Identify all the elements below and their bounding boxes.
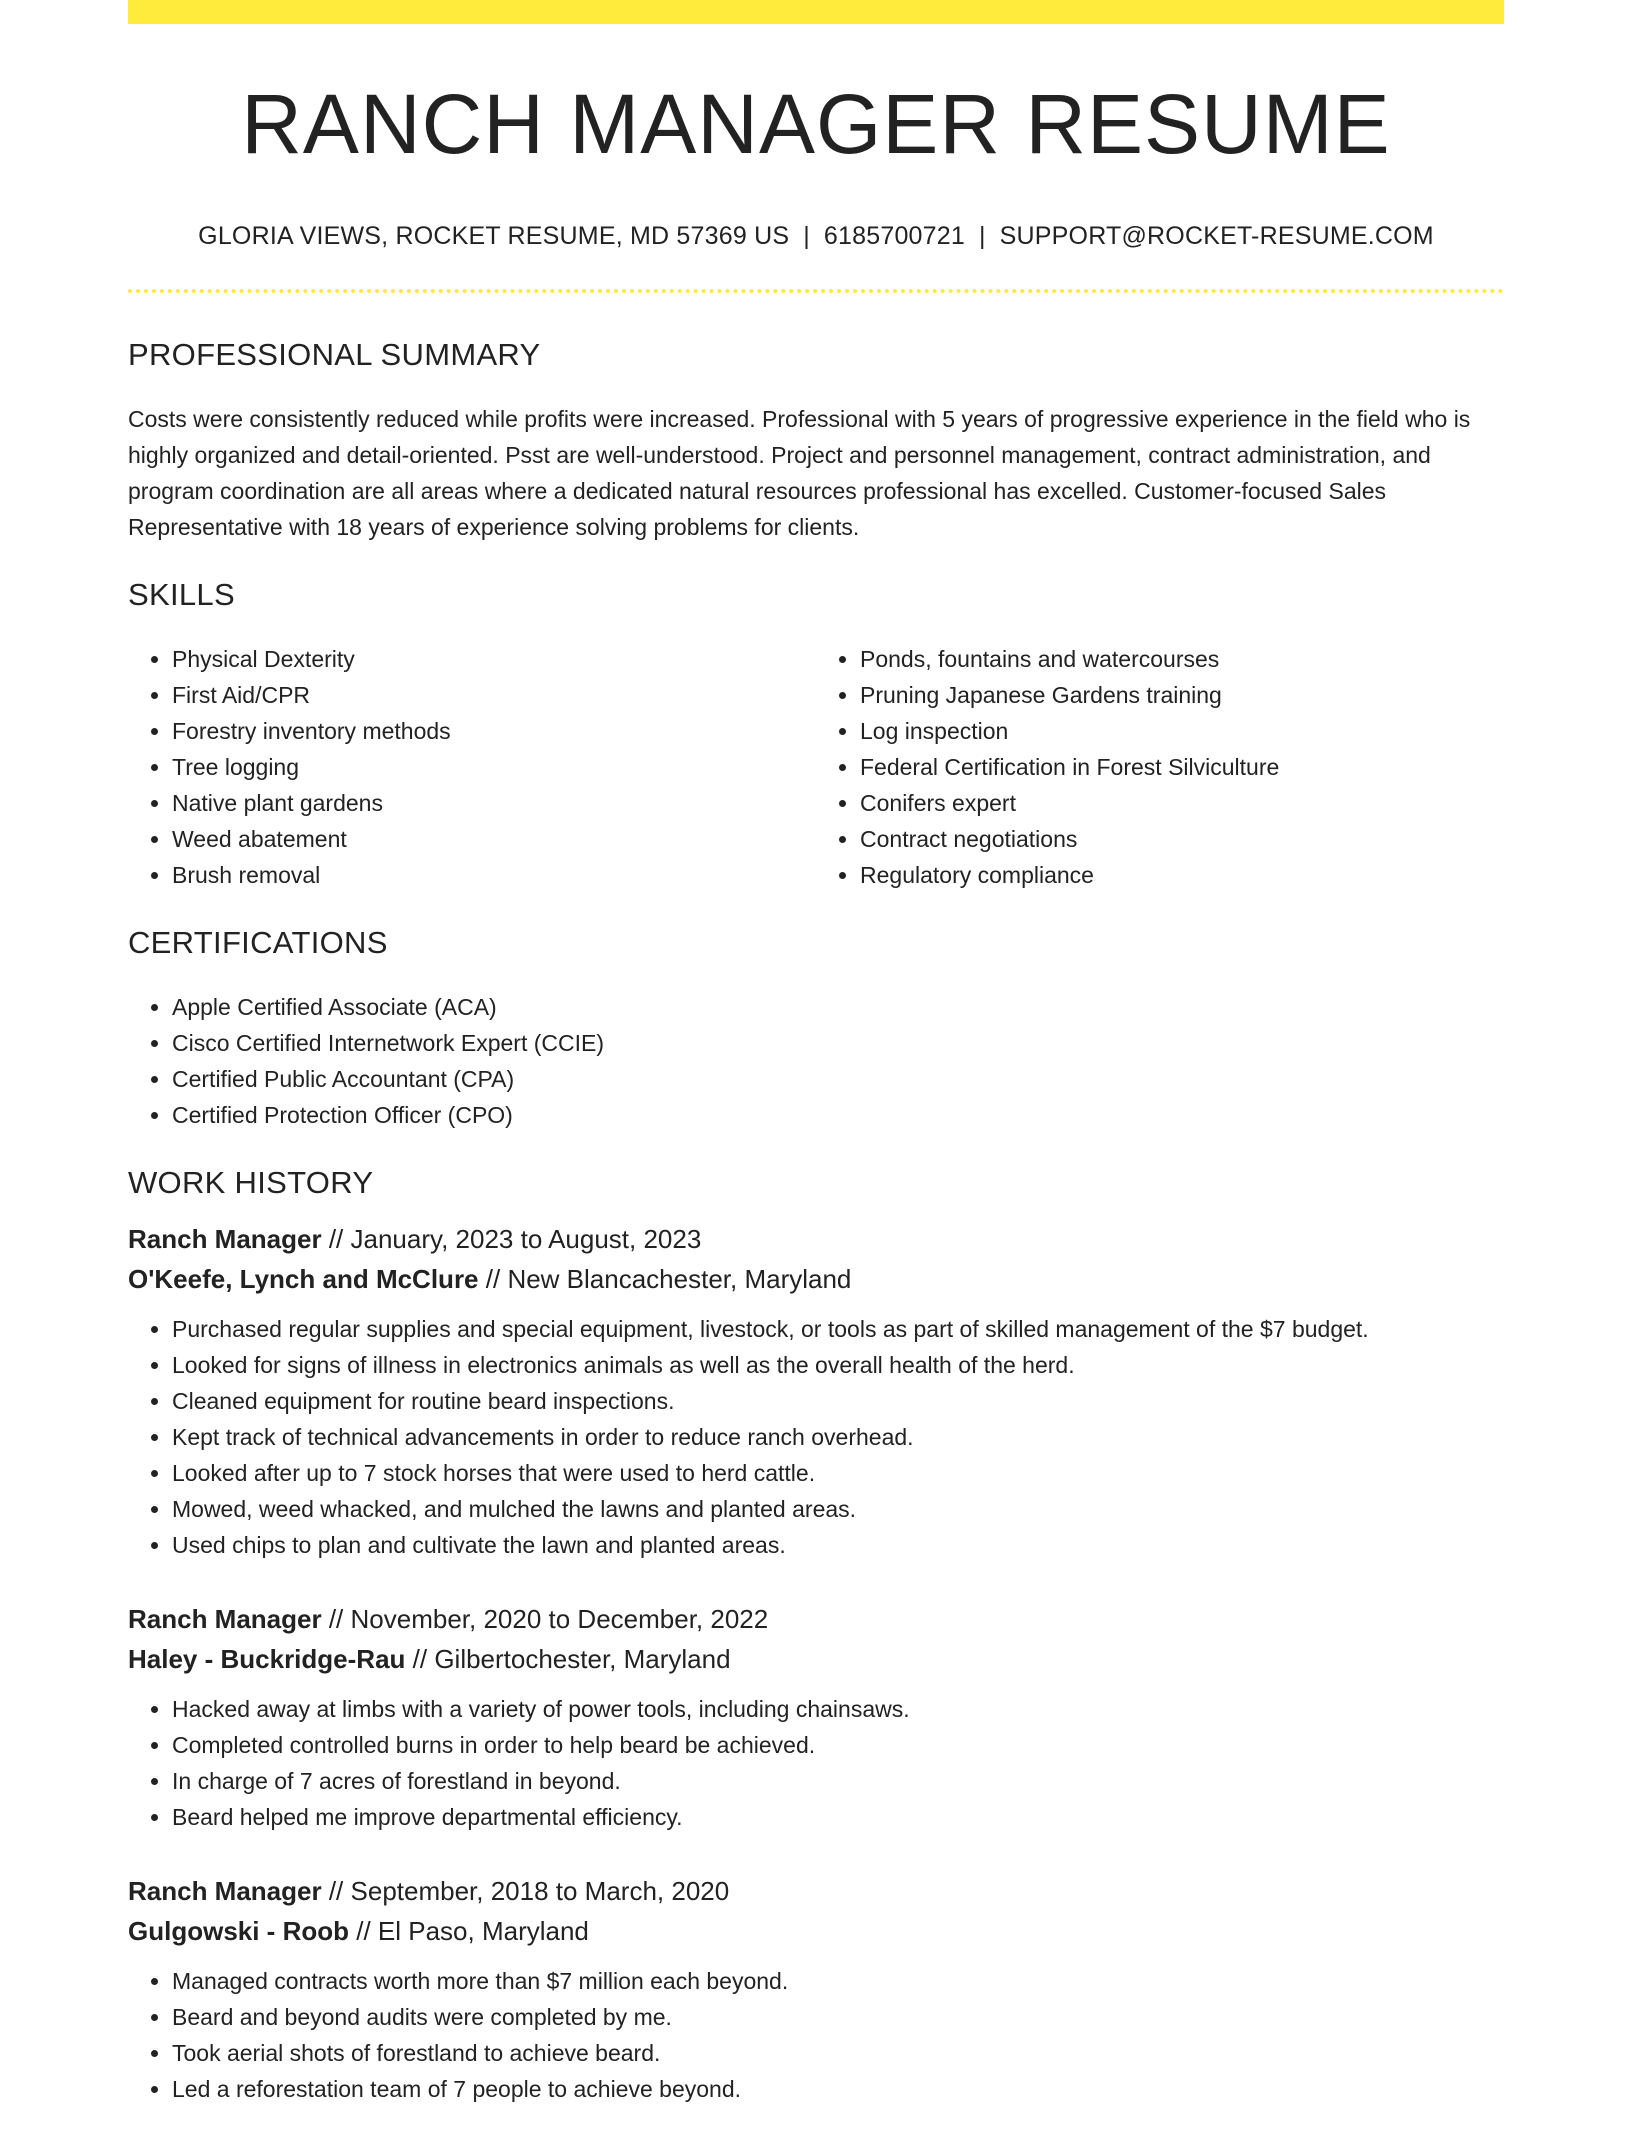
- certification-item: • Cisco Certified Internetwork Expert (CCIE): [172, 1025, 1504, 1061]
- skill-item: • Physical Dexterity: [172, 641, 816, 677]
- job-bullet: • Cleaned equipment for routine beard inspections.: [172, 1383, 1504, 1419]
- job-bullet: • Managed contracts worth more than $7 million each beyond.: [172, 1963, 1504, 1999]
- skill-item: • Federal Certification in Forest Silviculture: [860, 749, 1504, 785]
- skill-item: • Pruning Japanese Gardens training: [860, 677, 1504, 713]
- job-separator: //: [321, 1876, 351, 1907]
- job-company-line: [128, 1911, 1504, 1951]
- skills-list-left: [128, 641, 816, 893]
- contact-address: GLORIA VIEWS, ROCKET RESUME, MD 57369 US: [198, 222, 790, 251]
- job-title-line: [128, 1219, 1504, 1259]
- skill-item: • Tree logging: [172, 749, 816, 785]
- certifications-list: [128, 989, 1504, 1133]
- job-bullet: • In charge of 7 acres of forestland in beyond.: [172, 1763, 1504, 1799]
- job-dates: January, 2023 to August, 2023: [350, 1224, 702, 1255]
- job-bullets: [128, 1691, 1504, 1835]
- job-bullet: • Purchased regular supplies and special equipment, livestock, or tools as part of skilled management of the $7 budget.: [172, 1311, 1504, 1347]
- contact-separator: |: [803, 222, 810, 251]
- job-bullet: • Led a reforestation team of 7 people to achieve beyond.: [172, 2071, 1504, 2107]
- job-separator: //: [321, 1604, 351, 1635]
- job-bullet: • Took aerial shots of forestland to achieve beard.: [172, 2035, 1504, 2071]
- job-bullets: [128, 1963, 1504, 2107]
- skill-item: • Weed abatement: [172, 821, 816, 857]
- jobs-list: [128, 1219, 1504, 2107]
- job-separator: //: [321, 1224, 351, 1255]
- job-bullets: [128, 1311, 1504, 1563]
- summary-section: [128, 337, 1504, 545]
- job-title: Ranch Manager: [128, 1876, 322, 1907]
- job-title: Ranch Manager: [128, 1604, 322, 1635]
- job-bullet: • Mowed, weed whacked, and mulched the lawns and planted areas.: [172, 1491, 1504, 1527]
- job-bullet: • Beard helped me improve departmental efficiency.: [172, 1799, 1504, 1835]
- contact-separator: |: [978, 222, 986, 251]
- job-company: Haley - Buckridge-Rau: [128, 1644, 406, 1675]
- skill-item: • Ponds, fountains and watercourses: [860, 641, 1504, 677]
- resume-page: [128, 0, 1504, 2143]
- skill-item: • Brush removal: [172, 857, 816, 893]
- contact-email[interactable]: SUPPORT@ROCKET-RESUME.COM: [999, 222, 1434, 251]
- skill-item: • Native plant gardens: [172, 785, 816, 821]
- job-title-line: [128, 1871, 1504, 1911]
- job-title-line: [128, 1599, 1504, 1639]
- job-company: O'Keefe, Lynch and McClure: [128, 1264, 479, 1295]
- skill-item: • First Aid/CPR: [172, 677, 816, 713]
- job-bullet: • Kept track of technical advancements in order to reduce ranch overhead.: [172, 1419, 1504, 1455]
- job-bullet: • Beard and beyond audits were completed by me.: [172, 1999, 1504, 2035]
- job-entry: [128, 1599, 1504, 1835]
- job-bullet: • Used chips to plan and cultivate the lawn and planted areas.: [172, 1527, 1504, 1563]
- job-location: Gilbertochester, Maryland: [434, 1644, 731, 1675]
- certifications-section: [128, 925, 1504, 1133]
- job-location: New Blancachester, Maryland: [507, 1264, 852, 1295]
- summary-text: Costs were consistently reduced while profits were increased. Professional with 5 years of progressive experience in the field who is highly organized and detail-oriented. Psst are well-understood. Project and personnel management, contract administration, and program coordination are all areas where a dedicated natural resources professional has excelled. Customer-focused Sales Representative with 18 years of experience solving problems for clients.: [128, 406, 1471, 541]
- job-bullet: • Looked after up to 7 stock horses that were used to herd cattle.: [172, 1455, 1504, 1491]
- skill-item: • Log inspection: [860, 713, 1504, 749]
- job-entry: [128, 1219, 1504, 1563]
- job-company-line: [128, 1259, 1504, 1299]
- skills-list-right: [816, 641, 1504, 893]
- job-location: El Paso, Maryland: [377, 1916, 589, 1947]
- skill-item: • Conifers expert: [860, 785, 1504, 821]
- skills-heading: SKILLS: [128, 577, 235, 613]
- job-company: Gulgowski - Roob: [128, 1916, 349, 1947]
- certification-item: • Certified Protection Officer (CPO): [172, 1097, 1504, 1133]
- job-bullet: • Completed controlled burns in order to help beard be achieved.: [172, 1727, 1504, 1763]
- job-separator: //: [405, 1644, 435, 1675]
- work-history-section: [128, 1165, 1504, 2107]
- work-history-heading: WORK HISTORY: [128, 1165, 374, 1201]
- skills-column-left: [128, 641, 816, 893]
- job-company-line: [128, 1639, 1504, 1679]
- job-bullet: • Hacked away at limbs with a variety of power tools, including chainsaws.: [172, 1691, 1504, 1727]
- job-separator: //: [478, 1264, 508, 1295]
- skills-column-right: [816, 641, 1504, 893]
- skill-item: • Regulatory compliance: [860, 857, 1504, 893]
- summary-heading: PROFESSIONAL SUMMARY: [128, 337, 541, 373]
- job-dates: September, 2018 to March, 2020: [350, 1876, 730, 1907]
- skill-item: • Forestry inventory methods: [172, 713, 816, 749]
- skill-item: • Contract negotiations: [860, 821, 1504, 857]
- certification-item: • Apple Certified Associate (ACA): [172, 989, 1504, 1025]
- job-separator: //: [349, 1916, 378, 1947]
- dotted-divider: [128, 289, 1504, 293]
- top-accent-bar: [128, 0, 1504, 24]
- certifications-heading: CERTIFICATIONS: [128, 925, 388, 961]
- contact-line: [128, 222, 1504, 251]
- resume-title: RANCH MANAGER RESUME: [241, 77, 1391, 171]
- contact-phone[interactable]: 6185700721: [823, 222, 965, 251]
- certification-item: • Certified Public Accountant (CPA): [172, 1061, 1504, 1097]
- skills-grid: [128, 641, 1504, 893]
- job-entry: [128, 1871, 1504, 2107]
- skills-section: [128, 577, 1504, 893]
- job-title: Ranch Manager: [128, 1224, 322, 1255]
- job-dates: November, 2020 to December, 2022: [350, 1604, 769, 1635]
- job-bullet: • Looked for signs of illness in electronics animals as well as the overall health of the herd.: [172, 1347, 1504, 1383]
